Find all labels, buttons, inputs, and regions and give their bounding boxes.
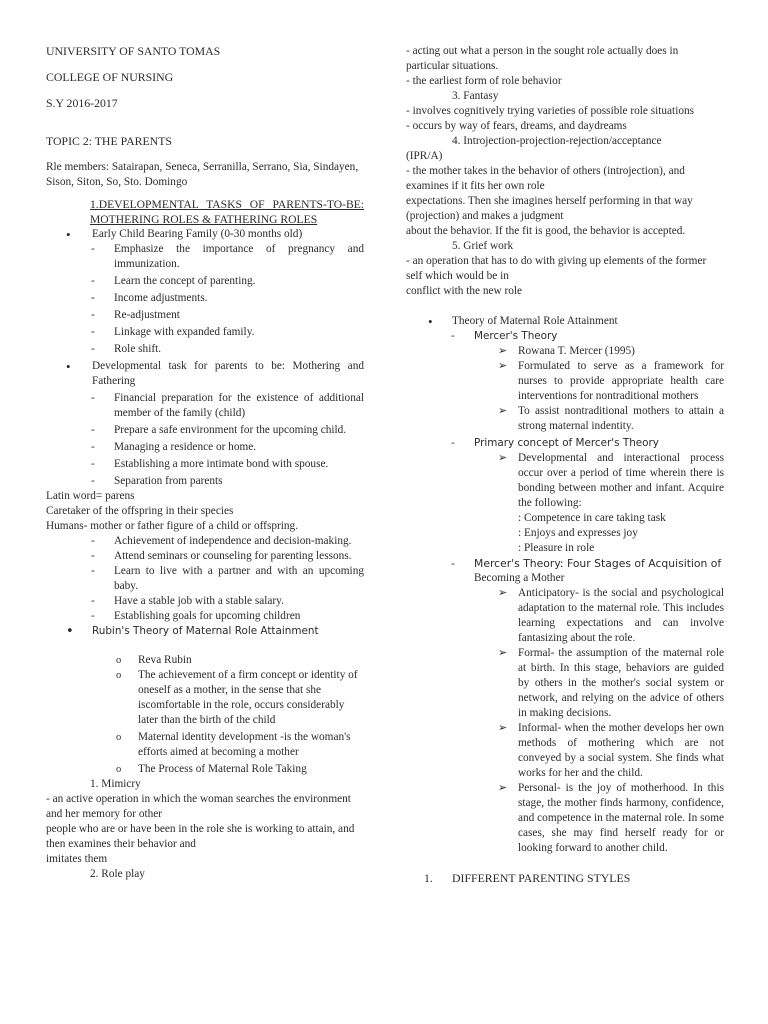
fantasy-desc: - occurs by way of fears, dreams, and daydreams bbox=[406, 120, 627, 132]
list-item: - Re-adjustment bbox=[46, 308, 364, 323]
ipr-heading-abbrev: (IPR/A) bbox=[406, 150, 443, 162]
grief-desc: - an operation that has to do with giving up elements of the former self which would be in bbox=[406, 255, 707, 282]
list-item: - Learn to live with a partner and with an upcoming baby. bbox=[46, 564, 364, 594]
list-item: ➢ Personal- is the joy of motherhood. In this stage, the mother finds harmony, confidence, and competence in the maternal role. In some cases, she may find herself ready for or looking forward to another child. bbox=[406, 781, 724, 856]
list-item: ➢ Informal- when the mother develops her own methods of mothering which are not conveyed by a social system. She finds what works for her and the child. bbox=[406, 721, 724, 781]
mimicry-heading: 1. Mimicry bbox=[90, 778, 141, 790]
grief-desc: conflict with the new role bbox=[406, 285, 523, 297]
four-stages-label: - Mercer's Theory: Four Stages of Acquisition of bbox=[406, 556, 724, 571]
list-item: - Attend seminars or counseling for parenting lessons. bbox=[46, 549, 364, 564]
grief-heading: 5. Grief work bbox=[452, 240, 514, 252]
mimicry-desc: people who are or have been in the role she is working to attain, and then examines their behavior and bbox=[46, 823, 355, 850]
list-item: - Establishing a more intimate bond with spouse. bbox=[46, 457, 364, 472]
list-subitem: : Pleasure in role bbox=[518, 542, 595, 554]
list-item: ➢ Formulated to serve as a framework for nurses to provide appropriate health care interventions for nontraditional mothers bbox=[406, 359, 724, 404]
right-column bbox=[406, 44, 724, 886]
school-year: S.Y 2016-2017 bbox=[46, 96, 118, 110]
primary-concept-label: - Primary concept of Mercer's Theory bbox=[406, 436, 724, 451]
mimicry-desc: imitates them bbox=[46, 853, 108, 865]
section-parenting-styles bbox=[406, 871, 724, 886]
list-item: - Achievement of independence and decision-making. bbox=[46, 534, 364, 549]
list-item: - Income adjustments. bbox=[46, 291, 364, 306]
list-item: - Learn the concept of parenting. bbox=[46, 274, 364, 289]
fantasy-desc: - involves cognitively trying varieties of possible role situations bbox=[406, 105, 695, 117]
list-item: - Managing a residence or home. bbox=[46, 440, 364, 455]
roleplay-desc: - the earliest form of role behavior bbox=[406, 75, 562, 87]
members-list: Rle members: Satairapan, Seneca, Serranilla, Serrano, Sia, Sindayen, Sison, Siton, So, Sto. Domingo bbox=[46, 161, 359, 188]
list-item: o Maternal identity development -is the woman's efforts aimed at becoming a mother bbox=[46, 730, 364, 760]
list-item: o The achievement of a firm concept or identity of oneself as a mother, in the sense that she iscomfortable in the role, occurs considerably later than the birth of the child bbox=[46, 668, 364, 728]
list-subitem: : Competence in care taking task bbox=[518, 512, 666, 524]
list-subitem: : Enjoys and expresses joy bbox=[518, 527, 638, 539]
university-name: UNIVERSITY OF SANTO TOMAS bbox=[46, 44, 221, 58]
list-item: ➢ Developmental and interactional process occur over a period of time wherein there is bonding between mother and infant. Acquire the following: bbox=[406, 451, 724, 511]
list-item: - Prepare a safe environment for the upcoming child. bbox=[46, 423, 364, 438]
section-title: DIFFERENT PARENTING STYLES bbox=[452, 871, 631, 885]
mimicry-desc: - an active operation in which the woman searches the environment and her memory for other bbox=[46, 793, 351, 820]
list-item: ➢ Anticipatory- is the social and psychological adaptation to the maternal role. This includes learning expectations and can involve fantasizing about the role. bbox=[406, 586, 724, 646]
rubin-heading: • Rubin's Theory of Maternal Role Attainment bbox=[46, 624, 364, 639]
college-name: COLLEGE OF NURSING bbox=[46, 70, 174, 84]
early-child-heading: • Early Child Bearing Family (0-30 months old) bbox=[46, 227, 364, 242]
list-item: - Separation from parents bbox=[46, 474, 364, 489]
ipr-desc: expectations. Then she imagines herself performing in that way (projection) and makes a judgment bbox=[406, 195, 693, 222]
caretaker-text: Caretaker of the offspring in their species bbox=[46, 505, 234, 517]
humans-text: Humans- mother or father figure of a child or offspring. bbox=[46, 520, 299, 532]
roleplay-desc: - acting out what a person in the sought role actually does in particular situations. bbox=[406, 45, 679, 72]
list-item: - Establishing goals for upcoming children bbox=[46, 609, 364, 624]
topic-title: TOPIC 2: THE PARENTS bbox=[46, 134, 172, 148]
ipr-desc: about the behavior. If the fit is good, the behavior is accepted. bbox=[406, 225, 686, 237]
list-item: - Have a stable job with a stable salary. bbox=[46, 594, 364, 609]
latin-word: Latin word= parens bbox=[46, 490, 135, 502]
mercer-heading: • Theory of Maternal Role Attainment bbox=[406, 314, 724, 329]
fantasy-heading: 3. Fantasy bbox=[452, 90, 499, 102]
list-item: ➢ Formal- the assumption of the maternal role at birth. In this stage, behaviors are guided by others in the mother's social system or network, and relying on the advice of others in making decisions. bbox=[406, 646, 724, 721]
four-stages-label-cont: Becoming a Mother bbox=[474, 572, 565, 584]
list-item: o Reva Rubin bbox=[46, 653, 364, 668]
list-item: - Role shift. bbox=[46, 342, 364, 357]
list-item: - Linkage with expanded family. bbox=[46, 325, 364, 340]
section-number: 1. bbox=[424, 871, 433, 885]
ipr-heading: 4. Introjection-projection-rejection/acceptance bbox=[452, 135, 662, 147]
section1-title: 1.DEVELOPMENTAL TASKS OF PARENTS-TO-BE: MOTHERING ROLES & FATHERING ROLES bbox=[90, 198, 364, 226]
roleplay-heading: 2. Role play bbox=[90, 868, 145, 880]
left-column bbox=[46, 44, 364, 882]
dev-task-heading: • Developmental task for parents to be: Mothering and Fathering bbox=[46, 359, 364, 389]
list-item: o The Process of Maternal Role Taking bbox=[46, 762, 364, 777]
list-item: - Financial preparation for the existence of additional member of the family (child) bbox=[46, 391, 364, 421]
list-item: ➢ Rowana T. Mercer (1995) bbox=[406, 344, 724, 359]
mercer-theory-label: - Mercer's Theory bbox=[406, 329, 724, 344]
list-item: ➢ To assist nontraditional mothers to attain a strong maternal indentity. bbox=[406, 404, 724, 434]
ipr-desc: - the mother takes in the behavior of others (introjection), and examines if it fits her own role bbox=[406, 165, 685, 192]
list-item: - Emphasize the importance of pregnancy and immunization. bbox=[46, 242, 364, 272]
